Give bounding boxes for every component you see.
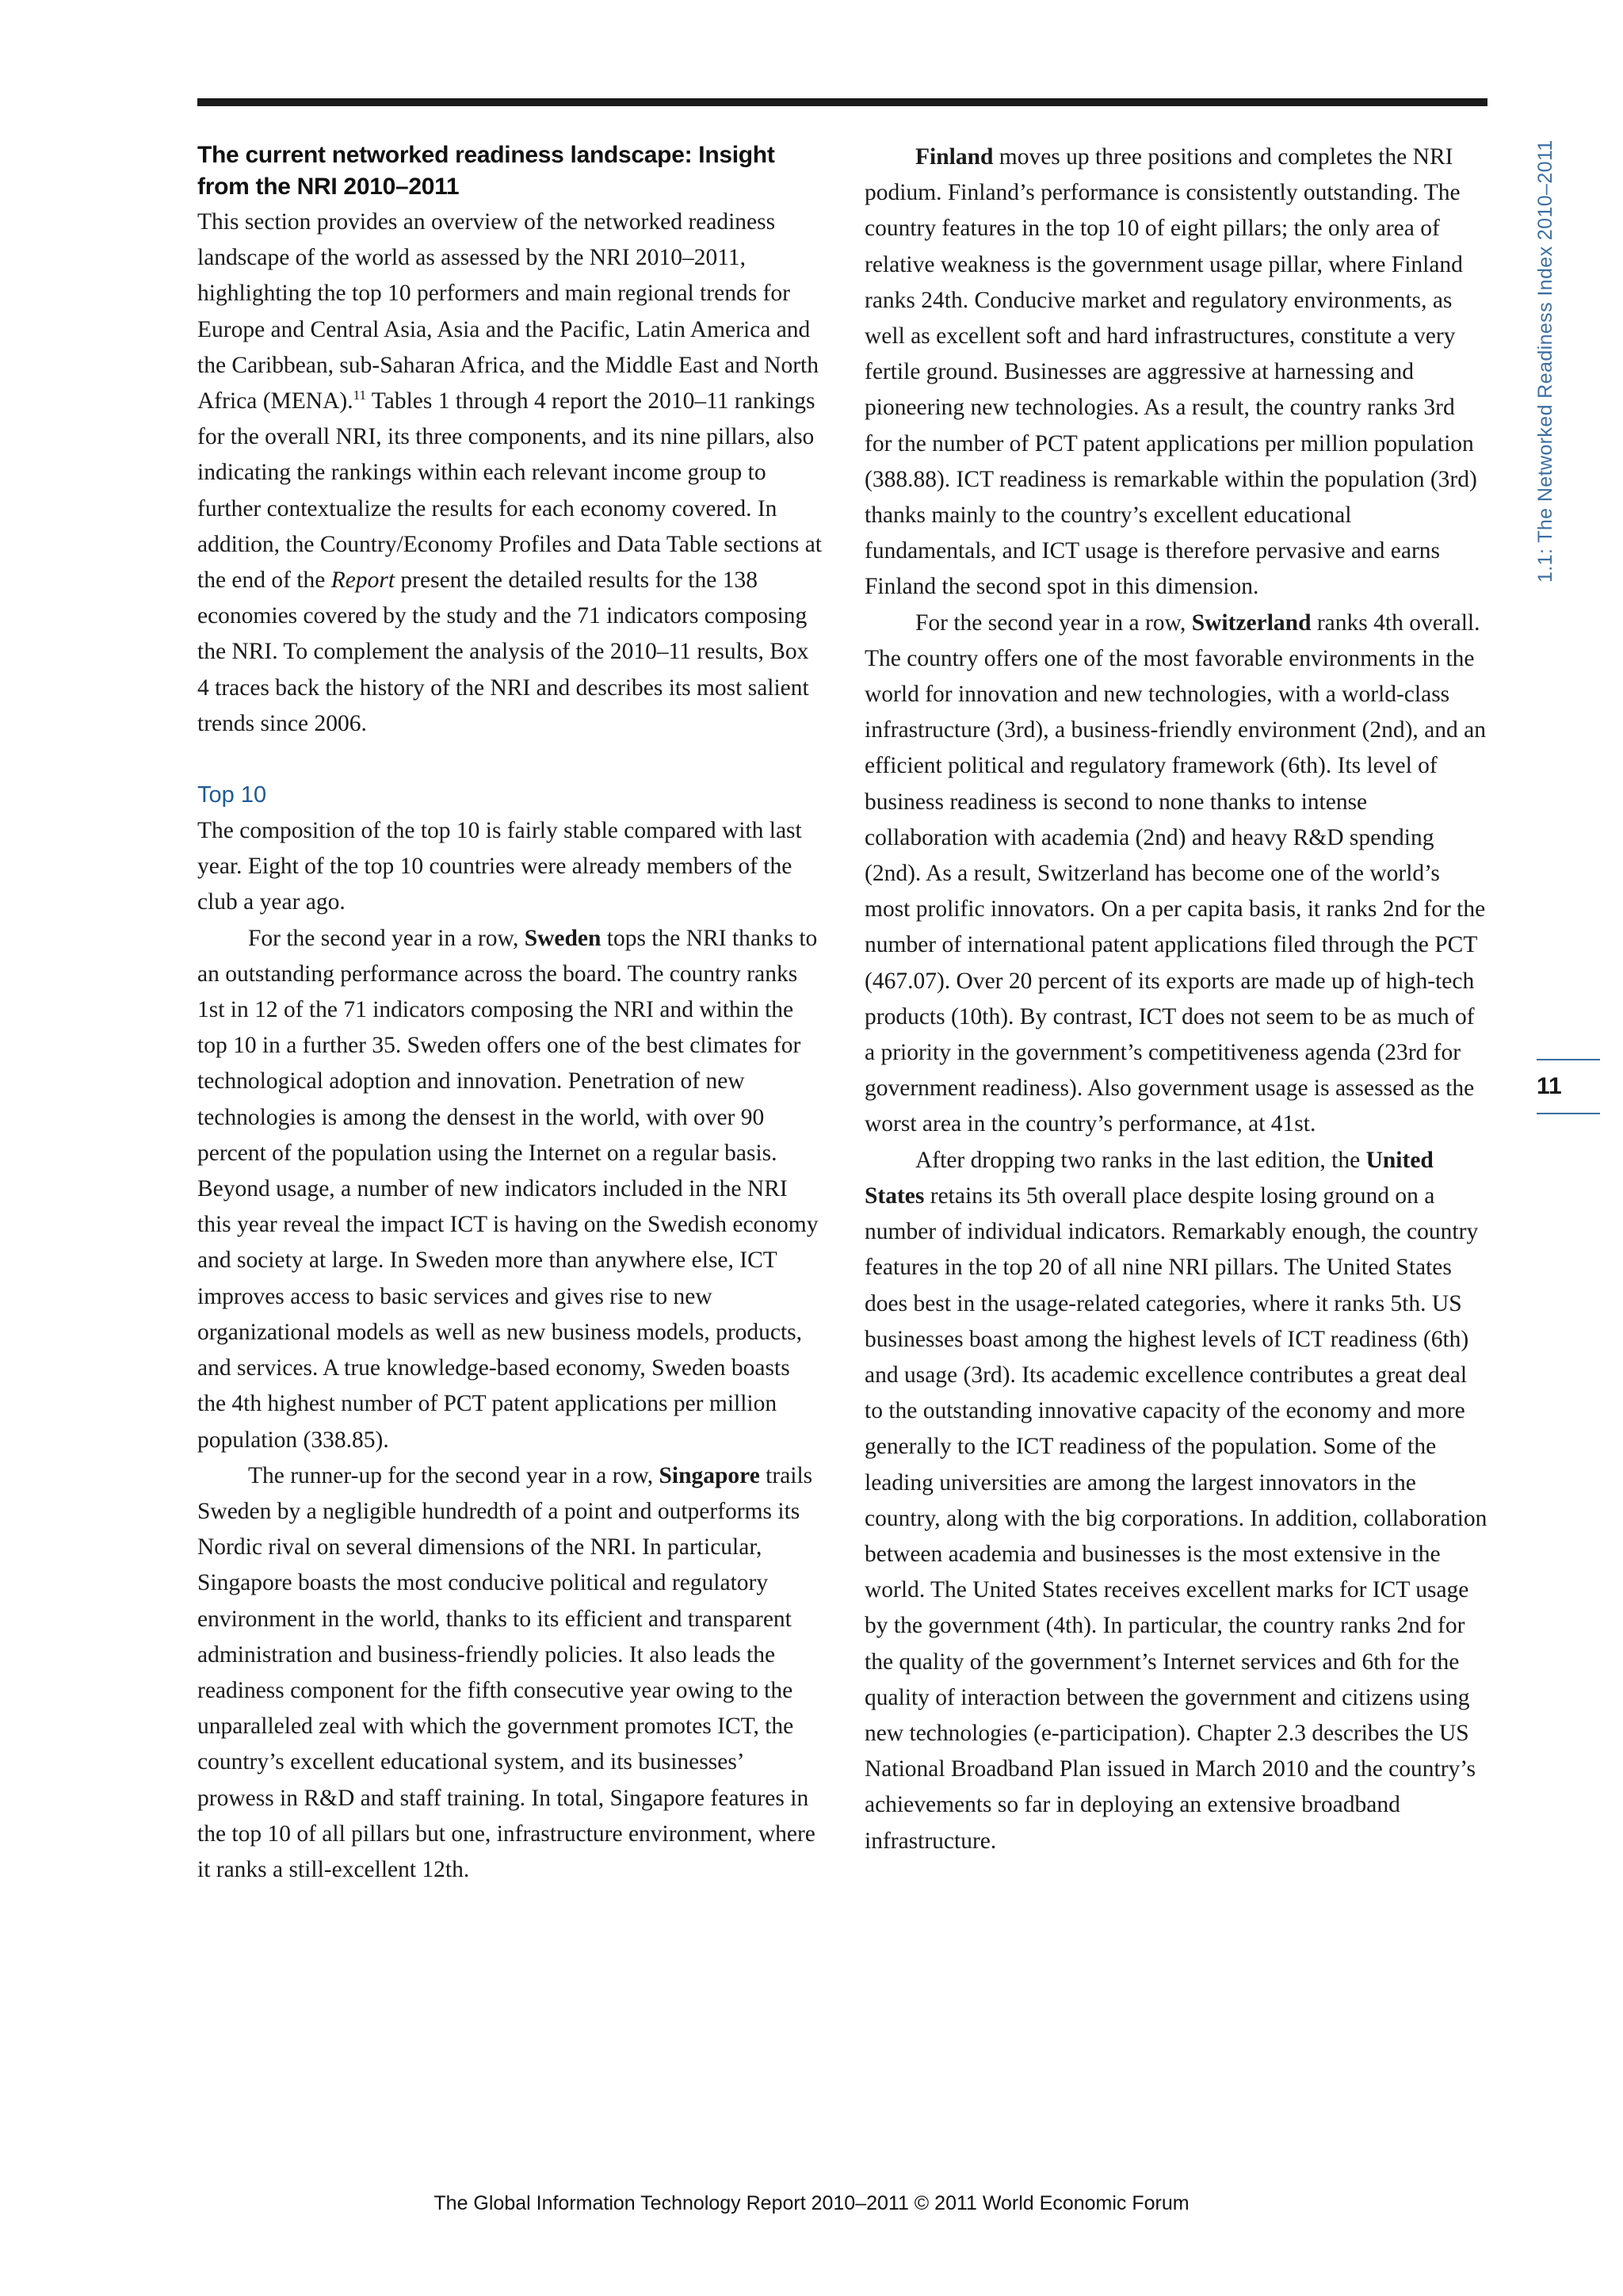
- section-heading: The current networked readiness landscape: Insight from the NRI 2010–2011: [197, 142, 775, 200]
- top10-heading: Top 10: [197, 782, 267, 808]
- united-states-lead: After dropping two ranks in the last edition, the: [915, 1147, 1366, 1173]
- intro-text-2: Tables 1 through 4 report the 2010–11 rankings for the overall NRI, its three components, and its nine pillars, also indicating the rankings within each relevant income group to further contextualize the results for each economy covered. In addition, the Country/Economy Profiles and Data Table sections at the end of the: [197, 388, 822, 594]
- singapore-paragraph: [197, 1458, 823, 1888]
- finland-paragraph: [865, 139, 1487, 606]
- left-column: [197, 139, 823, 1888]
- sweden-name: Sweden: [524, 925, 601, 951]
- united-states-text: retains its 5th overall place despite losing ground on a number of individual indicators. Remarkably enough, the country features in the top 20 of all nine NRI pillars. The United States does best in the usage-related categories, where it ranks 5th. US businesses boast among the highest levels of ICT readiness (6th) and usage (3rd). Its academic excellence contributes a great deal to the outstanding innovative capacity of the economy and more generally to the ICT readiness of the population. Some of the leading universities are among the largest innovators in the country, along with the big corporations. In addition, collaboration between academia and businesses is the most extensive in the world. The United States receives excellent marks for ICT usage by the government (4th). In particular, the country ranks 2nd for the quality of the government’s Internet services and 6th for the quality of interaction between the government and citizens using new technologies (e-participation). Chapter 2.3 describes the US National Broadband Plan issued in March 2010 and the country’s achievements so far in deploying an extensive broadband infrastructure.: [865, 1182, 1487, 1854]
- sweden-lead: For the second year in a row,: [248, 925, 525, 951]
- singapore-text: trails Sweden by a negligible hundredth of a point and outperforms its Nordic rival on several dimensions of the NRI. In particular, Singapore boasts the most conducive political and regulatory environment in the world, thanks to its efficient and transparent administration and business-friendly policies. It also leads the readiness component for the fifth consecutive year owing to the unparalleled zeal with which the government promotes ICT, the country’s excellent educational system, and its businesses’ prowess in R&D and staff training. In total, Singapore features in the top 10 of all pillars but one, infrastructure environment, where it ranks a still-excellent 12th.: [197, 1462, 815, 1882]
- section-intro-paragraph: [197, 204, 823, 742]
- intro-text-1: This section provides an overview of the networked readiness landscape of the world as assessed by the NRI 2010–2011, highlighting the top 10 performers and main regional trends for Europe and Central Asia, Asia and the Pacific, Latin America and the Caribbean, sub-Saharan Africa, and the Middle East and North Africa (MENA).: [197, 209, 819, 415]
- right-column: [865, 139, 1487, 1859]
- switzerland-lead: For the second year in a row,: [915, 609, 1192, 636]
- sweden-text: tops the NRI thanks to an outstanding performance across the board. The country ranks 1st in 12 of the 71 indicators composing the NRI and within the top 10 in a further 35. Sweden offers one of the best climates for technological adoption and innovation. Penetration of new technologies is among the densest in the world, with over 90 percent of the population using the Internet on a regular basis. Beyond usage, a number of new indicators included in the NRI this year reveal the impact ICT is having on the Swedish economy and society at large. In Sweden more than anywhere else, ICT improves access to basic services and gives rise to new organizational models as well as new business models, products, and services. A true knowledge-based economy, Sweden boasts the 4th highest number of PCT patent applications per million population (338.85).: [197, 925, 819, 1453]
- page-number-rule-bottom: [1537, 1113, 1600, 1114]
- united-states-paragraph: [865, 1143, 1487, 1859]
- switzerland-name: Switzerland: [1191, 609, 1312, 636]
- intro-text-3: present the detailed results for the 138 economies covered by the study and the 71 indicators composing the NRI. To complement the analysis of the 2010–11 results, Box 4 traces back the history of the NRI and describes its most salient trends since 2006.: [197, 567, 809, 736]
- switzerland-text: ranks 4th overall. The country offers one of the most favorable environments in the world for innovation and new technologies, with a world-class infrastructure (3rd), a business-friendly environment (2nd), and an efficient political and regulatory framework (6th). Its level of business readiness is second to none thanks to intense collaboration with academia (2nd) and heavy R&D spending (2nd). As a result, Switzerland has become one of the world’s most prolific innovators. On a per capita basis, it ranks 2nd for the number of international patent applications filed through the PCT (467.07). Over 20 percent of its exports are made up of high-tech products (10th). By contrast, ICT does not seem to be as much of a priority in the government’s competitiveness agenda (23rd for government readiness). Also government usage is assessed as the worst area in the country’s performance, at 41st.: [865, 609, 1486, 1137]
- footnote-ref: 11: [353, 388, 366, 403]
- singapore-lead: The runner-up for the second year in a row,: [248, 1462, 659, 1488]
- top10-intro-paragraph: The composition of the top 10 is fairly stable compared with last year. Eight of the top 10 countries were already members of the club a year ago.: [197, 818, 802, 915]
- running-head-text: 1.1: The Networked Readiness Index 2010–2011: [1534, 139, 1556, 583]
- finland-text: moves up three positions and completes the NRI podium. Finland’s performance is consistently outstanding. The country features in the top 10 of eight pillars; the only area of relative weakness is the government usage pillar, where Finland ranks 24th. Conducive market and regulatory environments, as well as excellent soft and hard infrastructures, constitute a very fertile ground. Businesses are aggressive at harnessing and pioneering new technologies. As a result, the country ranks 3rd for the number of PCT patent applications per million population (388.88). ICT readiness is remarkable within the population (3rd) thanks mainly to the country’s excellent educational fundamentals, and ICT usage is therefore pervasive and earns Finland the second spot in this dimension.: [865, 144, 1477, 600]
- united-states-name: United States: [865, 1147, 1434, 1209]
- switzerland-paragraph: [865, 606, 1487, 1143]
- report-title-italic: Report: [330, 567, 395, 594]
- finland-name: Finland: [915, 144, 994, 170]
- singapore-name: Singapore: [659, 1462, 760, 1488]
- page-footer: The Global Information Technology Report 2010–2011 © 2011 World Economic Forum: [433, 2192, 1190, 2214]
- running-head: [1529, 103, 1561, 586]
- page-number-rule-top: [1537, 1059, 1600, 1060]
- sweden-paragraph: [197, 921, 823, 1458]
- page-number: 11: [1537, 1073, 1562, 1099]
- top-rule: [197, 98, 1487, 106]
